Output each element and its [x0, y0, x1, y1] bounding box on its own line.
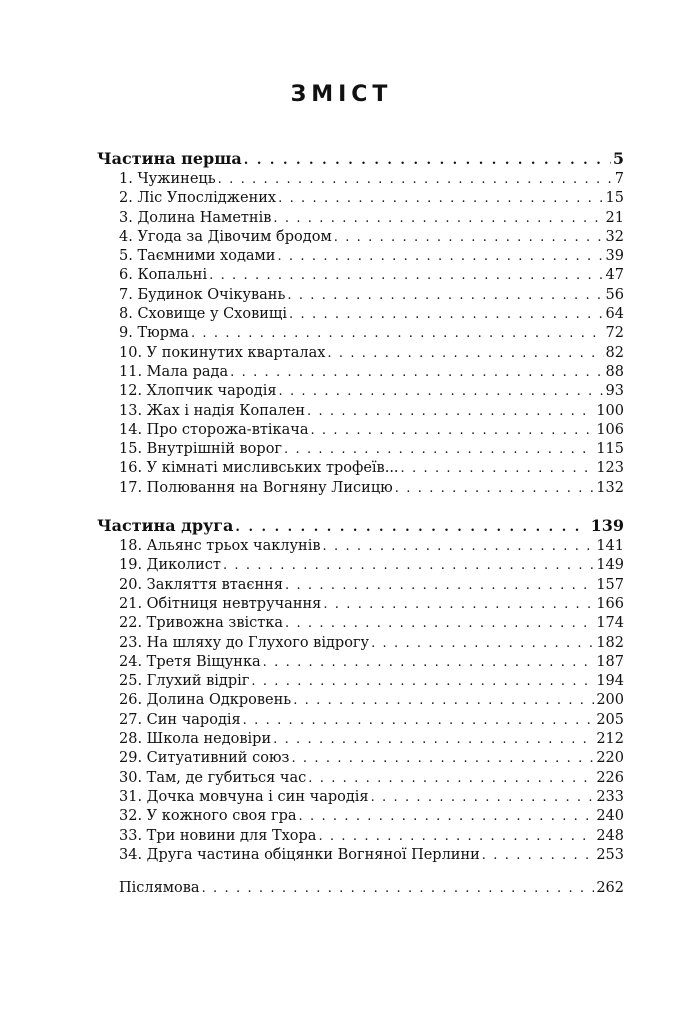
chapter-entry-label: 7. Будинок Очікувань — [119, 286, 286, 303]
chapter-entry-page-number: 15 — [605, 190, 624, 207]
dot-leader — [318, 827, 594, 846]
part-heading — [97, 515, 624, 537]
dot-leader — [289, 305, 604, 324]
dot-leader — [395, 479, 595, 498]
dot-leader — [285, 614, 594, 633]
dot-leader — [327, 344, 603, 363]
chapter-entry-page-number: 212 — [596, 731, 624, 748]
dot-leader — [287, 286, 603, 305]
chapter-entry-page-number: 220 — [596, 750, 624, 767]
chapter-entry — [97, 459, 624, 478]
chapter-entry — [97, 209, 624, 228]
chapter-entry — [97, 788, 624, 807]
chapter-entry-label: 4. Угода за Дівочим бродом — [119, 228, 332, 245]
chapter-entry-label: 15. Внутрішній ворог — [119, 441, 283, 458]
dot-leader — [299, 807, 595, 826]
chapter-entry — [97, 305, 624, 324]
chapter-entry-label: 5. Таємними ходами — [119, 248, 276, 265]
chapter-entry-label: 34. Друга частина обіцянки Вогняної Перлини — [119, 846, 480, 863]
afterword-entry-page-number: 262 — [596, 880, 624, 897]
chapter-entry-page-number: 157 — [596, 576, 624, 593]
chapter-entry-label: 23. На шляху до Глухого відрогу — [119, 634, 370, 651]
chapter-entry-label: 14. Про сторожа-втікача — [119, 421, 309, 438]
chapter-entry-label: 13. Жах і надія Копален — [119, 402, 305, 419]
chapter-entry-label: 28. Школа недовіри — [119, 731, 272, 748]
chapter-entry-page-number: 166 — [596, 595, 624, 612]
chapter-entry-label: 12. Хлопчик чародія — [119, 383, 277, 400]
dot-leader — [371, 788, 595, 807]
dot-leader — [263, 653, 595, 672]
dot-leader — [308, 769, 594, 788]
dot-leader — [273, 209, 603, 228]
dot-leader — [482, 846, 595, 865]
chapter-entry — [97, 749, 624, 768]
chapter-entry-page-number: 88 — [605, 363, 624, 380]
chapter-entry-page-number: 187 — [596, 653, 624, 670]
chapter-entry — [97, 421, 624, 440]
afterword-entry — [97, 879, 624, 898]
part-heading-label: Частина перша — [97, 149, 242, 168]
chapter-entry-label: 20. Закляття втаєння — [119, 576, 283, 593]
chapter-entry — [97, 440, 624, 459]
chapter-entry — [97, 479, 624, 498]
chapter-entry-page-number: 106 — [596, 421, 624, 438]
chapter-entry-label: 27. Син чародія — [119, 711, 241, 728]
dot-leader — [202, 879, 595, 898]
chapter-entry-page-number: 72 — [605, 325, 624, 342]
chapter-entry-page-number: 253 — [596, 846, 624, 863]
chapter-entry-page-number: 200 — [596, 692, 624, 709]
chapter-entry-label: 11. Мала рада — [119, 363, 229, 380]
chapter-entry — [97, 653, 624, 672]
chapter-entry-label: 10. У покинутих кварталах — [119, 344, 326, 361]
chapter-entry-page-number: 194 — [596, 673, 624, 690]
chapter-entry-page-number: 248 — [596, 827, 624, 844]
chapter-entry-label: 31. Дочка мовчуна і син чародія — [119, 788, 369, 805]
part-heading-page-number: 139 — [590, 516, 624, 536]
chapter-entry-page-number: 64 — [605, 306, 624, 323]
chapter-entry — [97, 556, 624, 575]
chapter-entry-page-number: 82 — [605, 344, 624, 361]
chapter-entry-label: 26. Долина Одкровень — [119, 692, 292, 709]
chapter-entry-page-number: 115 — [596, 441, 624, 458]
dot-leader — [285, 576, 594, 595]
dot-leader — [371, 634, 594, 653]
chapter-entry-page-number: 141 — [596, 538, 624, 555]
dot-leader — [284, 440, 594, 459]
afterword-entry-label: Післямова — [119, 880, 200, 897]
chapter-entry-page-number: 132 — [596, 479, 624, 496]
dot-leader — [223, 556, 594, 575]
part-heading-label: Частина друга — [97, 516, 234, 536]
chapter-entry-page-number: 123 — [596, 460, 624, 477]
chapter-entry — [97, 769, 624, 788]
chapter-entry-label: 22. Тривожна звістка — [119, 615, 283, 632]
dot-leader — [273, 730, 594, 749]
chapter-entry — [97, 595, 624, 614]
chapter-entry-label: 9. Тюрма — [119, 325, 189, 342]
chapter-entry — [97, 711, 624, 730]
chapter-entry-label: 32. У кожного своя гра — [119, 808, 297, 825]
chapter-entry — [97, 807, 624, 826]
chapter-entry — [97, 344, 624, 363]
dot-leader — [401, 459, 595, 478]
chapter-entry-page-number: 174 — [596, 615, 624, 632]
dot-leader — [209, 266, 603, 285]
dot-leader — [278, 189, 603, 208]
chapter-entry-label: 17. Полювання на Вогняну Лисицю — [119, 479, 393, 496]
chapter-entry — [97, 691, 624, 710]
chapter-entry-label: 3. Долина Наметнів — [119, 209, 272, 226]
dot-leader — [334, 228, 604, 247]
chapter-entry — [97, 827, 624, 846]
part-heading-page-number: 5 — [612, 149, 624, 168]
dot-leader — [293, 691, 594, 710]
dot-leader — [244, 150, 611, 172]
chapter-entry-label: 24. Третя Віщунка — [119, 653, 261, 670]
dot-leader — [323, 537, 595, 556]
chapter-entry-label: 2. Ліс Упосліджених — [119, 190, 277, 207]
chapter-entry-label: 6. Копальні — [119, 267, 208, 284]
chapter-entry-page-number: 7 — [614, 171, 624, 187]
chapter-entry-page-number: 21 — [605, 209, 624, 226]
chapter-entry — [97, 402, 624, 421]
chapter-entry — [97, 672, 624, 691]
chapter-entry-label: 19. Диколист — [119, 557, 221, 574]
chapter-entry — [97, 247, 624, 266]
dot-leader — [278, 382, 603, 401]
chapter-entry-page-number: 47 — [605, 267, 624, 284]
chapter-entry — [97, 266, 624, 285]
chapter-entry — [97, 614, 624, 633]
chapter-entry-page-number: 240 — [596, 808, 624, 825]
chapter-entry-page-number: 39 — [605, 248, 624, 265]
chapter-entry-page-number: 182 — [596, 634, 624, 651]
dot-leader — [310, 421, 594, 440]
dot-leader — [235, 517, 588, 539]
dot-leader — [230, 363, 603, 382]
chapter-entry-label: 30. Там, де губиться час — [119, 769, 307, 786]
chapter-entry — [97, 286, 624, 305]
chapter-entry-label: 1. Чужинець — [119, 171, 216, 187]
chapter-entry — [97, 189, 624, 208]
page-title: ЗМІСТ — [290, 82, 393, 107]
chapter-entry — [97, 228, 624, 247]
part-heading — [97, 148, 624, 170]
chapter-entry-page-number: 149 — [596, 557, 624, 574]
chapter-entry — [97, 324, 624, 343]
chapter-entry-label: 8. Сховище у Сховищі — [119, 306, 288, 323]
chapter-entry-label: 33. Три новини для Тхора — [119, 827, 317, 844]
chapter-entry — [97, 846, 624, 865]
chapter-entry-label: 21. Обітниця невтручання — [119, 595, 322, 612]
dot-leader — [277, 247, 603, 266]
chapter-entry-page-number: 56 — [605, 286, 624, 303]
chapter-entry-page-number: 32 — [605, 228, 624, 245]
chapter-entry-label: 29. Ситуативний союз — [119, 750, 290, 767]
dot-leader — [218, 170, 613, 189]
dot-leader — [323, 595, 594, 614]
chapter-entry — [97, 634, 624, 653]
dot-leader — [191, 324, 604, 343]
chapter-entry-label: 18. Альянс трьох чаклунів — [119, 538, 321, 555]
chapter-entry-label: 16. У кімнаті мисливських трофеїв... — [119, 460, 399, 477]
dot-leader — [291, 749, 594, 768]
chapter-entry-label: 25. Глухий відріг — [119, 673, 250, 690]
chapter-entry — [97, 730, 624, 749]
chapter-entry-page-number: 93 — [605, 383, 624, 400]
chapter-entry-page-number: 233 — [596, 788, 624, 805]
dot-leader — [251, 672, 594, 691]
chapter-entry — [97, 170, 624, 189]
chapter-entry-page-number: 100 — [596, 402, 624, 419]
chapter-entry — [97, 576, 624, 595]
chapter-entry — [97, 537, 624, 556]
chapter-entry-page-number: 226 — [596, 769, 624, 786]
chapter-entry-page-number: 205 — [596, 711, 624, 728]
chapter-entry — [97, 363, 624, 382]
dot-leader — [243, 711, 595, 730]
chapter-entry — [97, 382, 624, 401]
table-of-contents — [97, 148, 624, 898]
dot-leader — [307, 402, 594, 421]
